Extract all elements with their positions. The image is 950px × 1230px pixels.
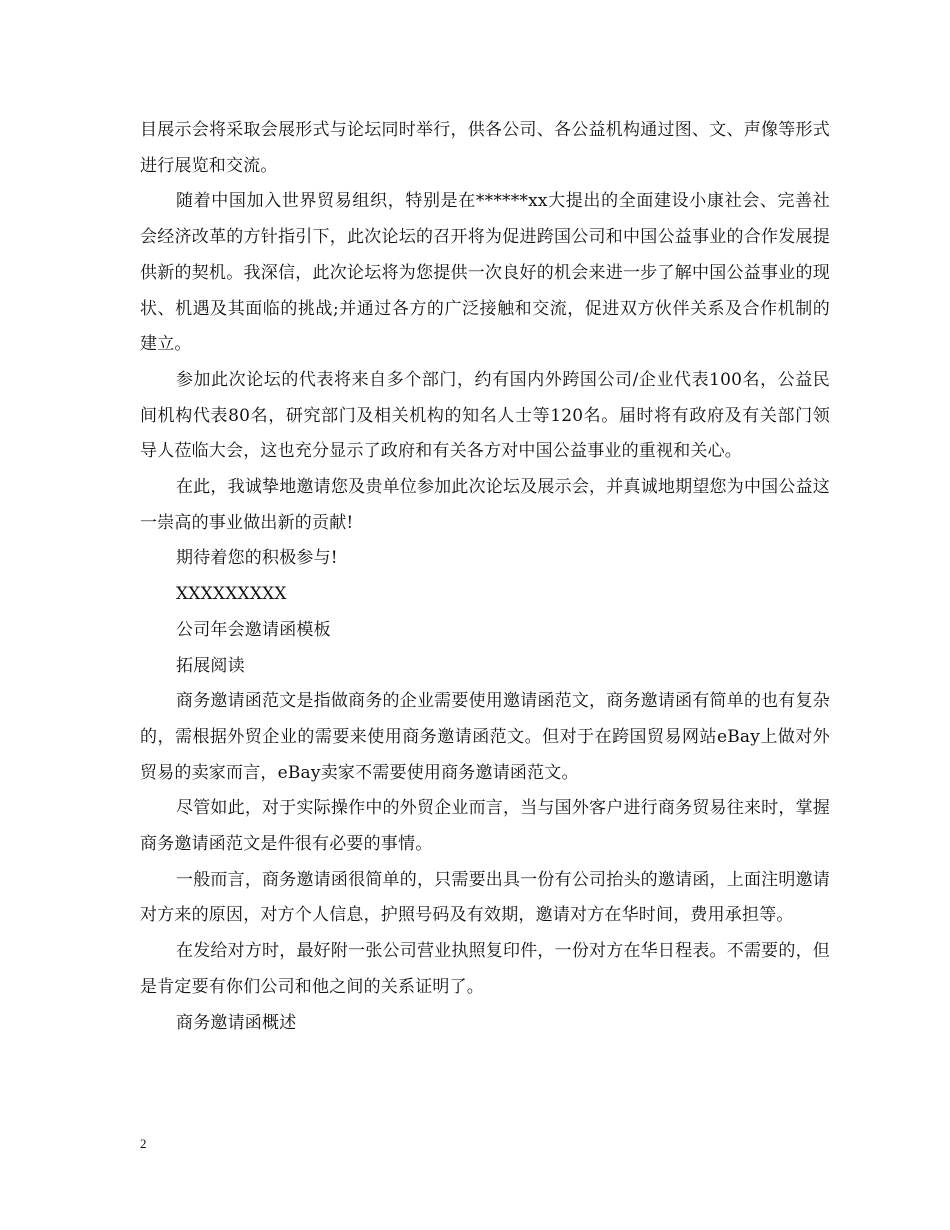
heading-extended-reading: 拓展阅读 [176,655,245,676]
paragraph-sending: 在发给对方时，最好附一张公司营业执照复印件，一份对方在华日程表。不需要的，但是肯定要有你们公司和他之间的关系证明了。 [140,941,830,997]
paragraph-wto: 随着中国加入世界贸易组织，特别是在******xx大提出的全面建设小康社会、完善社会经济改革的方针指引下，此次论坛的召开将为促进跨国公司和中国公益事业的合作发展提供新的契机。我深信，此次论坛将为您提供一次良好的机会来进一步了解中国公益事业的现状、机遇及其面临的挑战;并通过各方的广泛接触和交流，促进双方伙伴关系及合作机制的建立。 [140,191,830,355]
paragraph-continuation: 目展示会将采取会展形式与论坛同时举行，供各公司、各公益机构通过图、文、声像等形式进行展览和交流。 [140,120,830,176]
paragraph-generally: 一般而言，商务邀请函很简单的，只需要出具一份有公司抬头的邀请函，上面注明邀请对方来的原因，对方个人信息，护照号码及有效期，邀请对方在华时间，费用承担等。 [140,869,830,926]
paragraph-closing: 期待着您的积极参与! [176,548,338,569]
body-text [140,113,830,1041]
paragraph-however: 尽管如此，对于实际操作中的外贸企业而言，当与国外客户进行商务贸易往来时，掌握商务邀请函范文是件很有必要的事情。 [140,798,830,855]
heading-overview: 商务邀请函概述 [176,1012,297,1033]
heading-template: 公司年会邀请函模板 [176,619,331,640]
signature-placeholder: XXXXXXXXX [176,584,287,605]
page-number: 2 [140,1136,147,1151]
paragraph-attendees: 参加此次论坛的代表将来自多个部门，约有国内外跨国公司/企业代表100名，公益民间机构代表80名，研究部门及相关机构的知名人士等120名。届时将有政府及有关部门领导人莅临大会，这也充分显示了政府和有关各方对中国公益事业的重视和关心。 [140,369,830,462]
paragraph-business-invitation: 商务邀请函范文是指做商务的企业需要使用邀请函范文，商务邀请函有简单的也有复杂的，需根据外贸企业的需要来使用商务邀请函范文。但对于在跨国贸易网站eBay上做对外贸易的卖家而言，eBay卖家不需要使用商务邀请函范文。 [140,691,830,783]
paragraph-invitation: 在此，我诚挚地邀请您及贵单位参加此次论坛及展示会，并真诚地期望您为中国公益这一崇高的事业做出新的贡献! [140,477,830,533]
